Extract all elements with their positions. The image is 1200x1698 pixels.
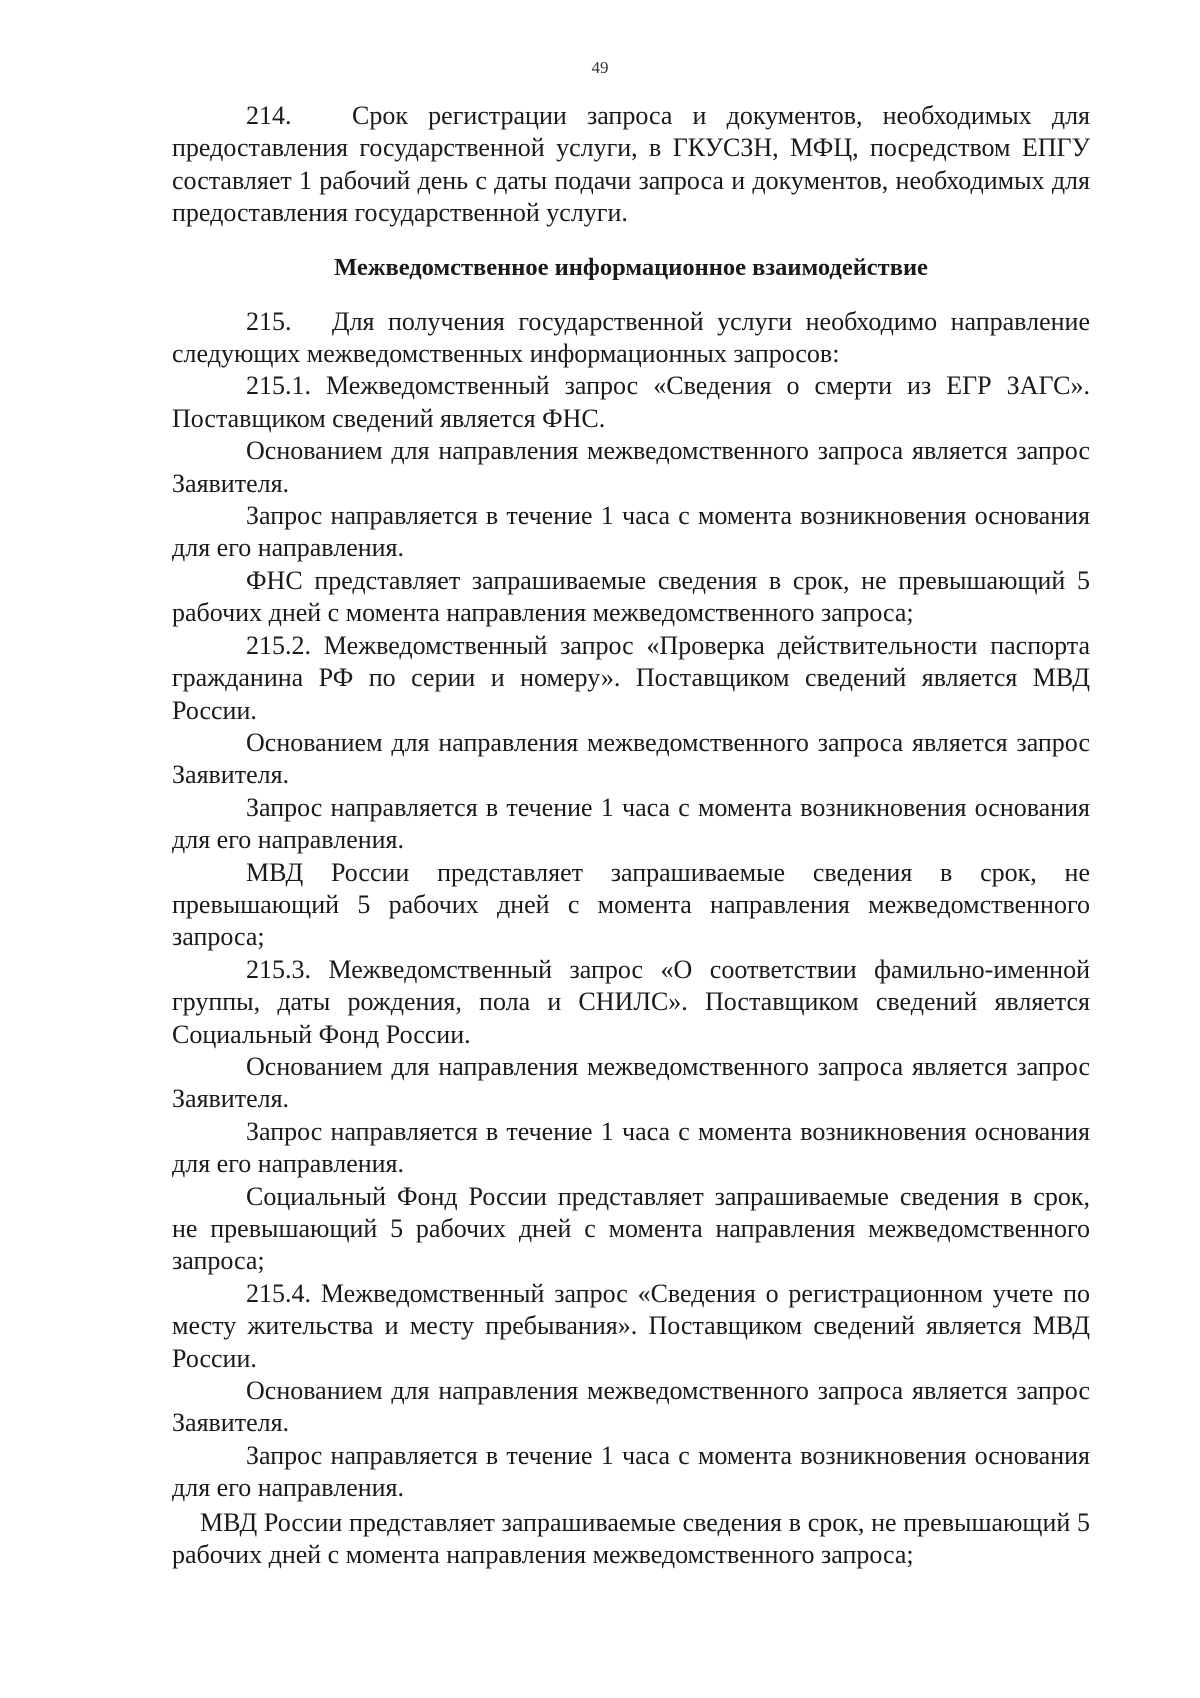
paragraph-215: 215. Для получения государственной услуги необходимо направление следующих межведомственных информационных запросов: (172, 306, 1090, 369)
section-heading: Межведомственное информационное взаимодействие (334, 253, 928, 281)
paragraph-215-3: 215.3. Межведомственный запрос «О соответствии фамильно-именной группы, даты рождения, пола и СНИЛС». Поставщиком сведений является Социальный Фонд России. (172, 954, 1090, 1049)
document-body (172, 100, 1090, 1571)
paragraph-215-2-basis: Основанием для направления межведомственного запроса является запрос Заявителя. (172, 727, 1090, 790)
paragraph-215-1-time: Запрос направляется в течение 1 часа с момента возникновения основания для его направления. (172, 501, 1090, 563)
paragraph-215-4-term: МВД России представляет запрашиваемые сведения в срок, не превышающий 5 рабочих дней с момента направления межведомственного запроса; (172, 1507, 1090, 1570)
paragraph-215-3-time: Запрос направляется в течение 1 часа с момента возникновения основания для его направления. (172, 1116, 1090, 1179)
paragraph-215-2-time: Запрос направляется в течение 1 часа с момента возникновения основания для его направления. (172, 792, 1090, 855)
paragraph-214: 214. Срок регистрации запроса и документов, необходимых для предоставления государственной услуги, в ГКУСЗН, МФЦ, посредством ЕПГУ составляет 1 рабочий день с даты подачи запроса и документов, необходимых для предоставления государственной услуги. (172, 101, 1090, 228)
paragraph-215-4-basis: Основанием для направления межведомственного запроса является запрос Заявителя. (172, 1376, 1090, 1438)
paragraph-215-2-term: МВД России представляет запрашиваемые сведения в срок, не превышающий 5 рабочих дней с момента направления межведомственного запроса; (172, 857, 1090, 952)
paragraph-215-3-basis: Основанием для направления межведомственного запроса является запрос Заявителя. (172, 1051, 1090, 1114)
paragraph-215-4: 215.4. Межведомственный запрос «Сведения о регистрационном учете по месту жительства и месту пребывания». Поставщиком сведений является МВД России. (172, 1278, 1090, 1373)
paragraph-215-2: 215.2. Межведомственный запрос «Проверка действительности паспорта гражданина РФ по серии и номеру». Поставщиком сведений является МВД России. (172, 630, 1090, 725)
paragraph-215-1: 215.1. Межведомственный запрос «Сведения о смерти из ЕГР ЗАГС». Поставщиком сведений является ФНС. (172, 371, 1090, 433)
paragraph-215-1-basis: Основанием для направления межведомственного запроса является запрос Заявителя. (172, 436, 1090, 498)
paragraph-215-3-term: Социальный Фонд России представляет запрашиваемые сведения в срок, не превышающий 5 рабочих дней с момента направления межведомственного запроса; (172, 1181, 1090, 1276)
paragraph-215-4-time: Запрос направляется в течение 1 часа с момента возникновения основания для его направления. (172, 1440, 1090, 1503)
paragraph-215-1-term: ФНС представляет запрашиваемые сведения в срок, не превышающий 5 рабочих дней с момента направления межведомственного запроса; (172, 565, 1090, 628)
page-number: 49 (591, 58, 609, 77)
